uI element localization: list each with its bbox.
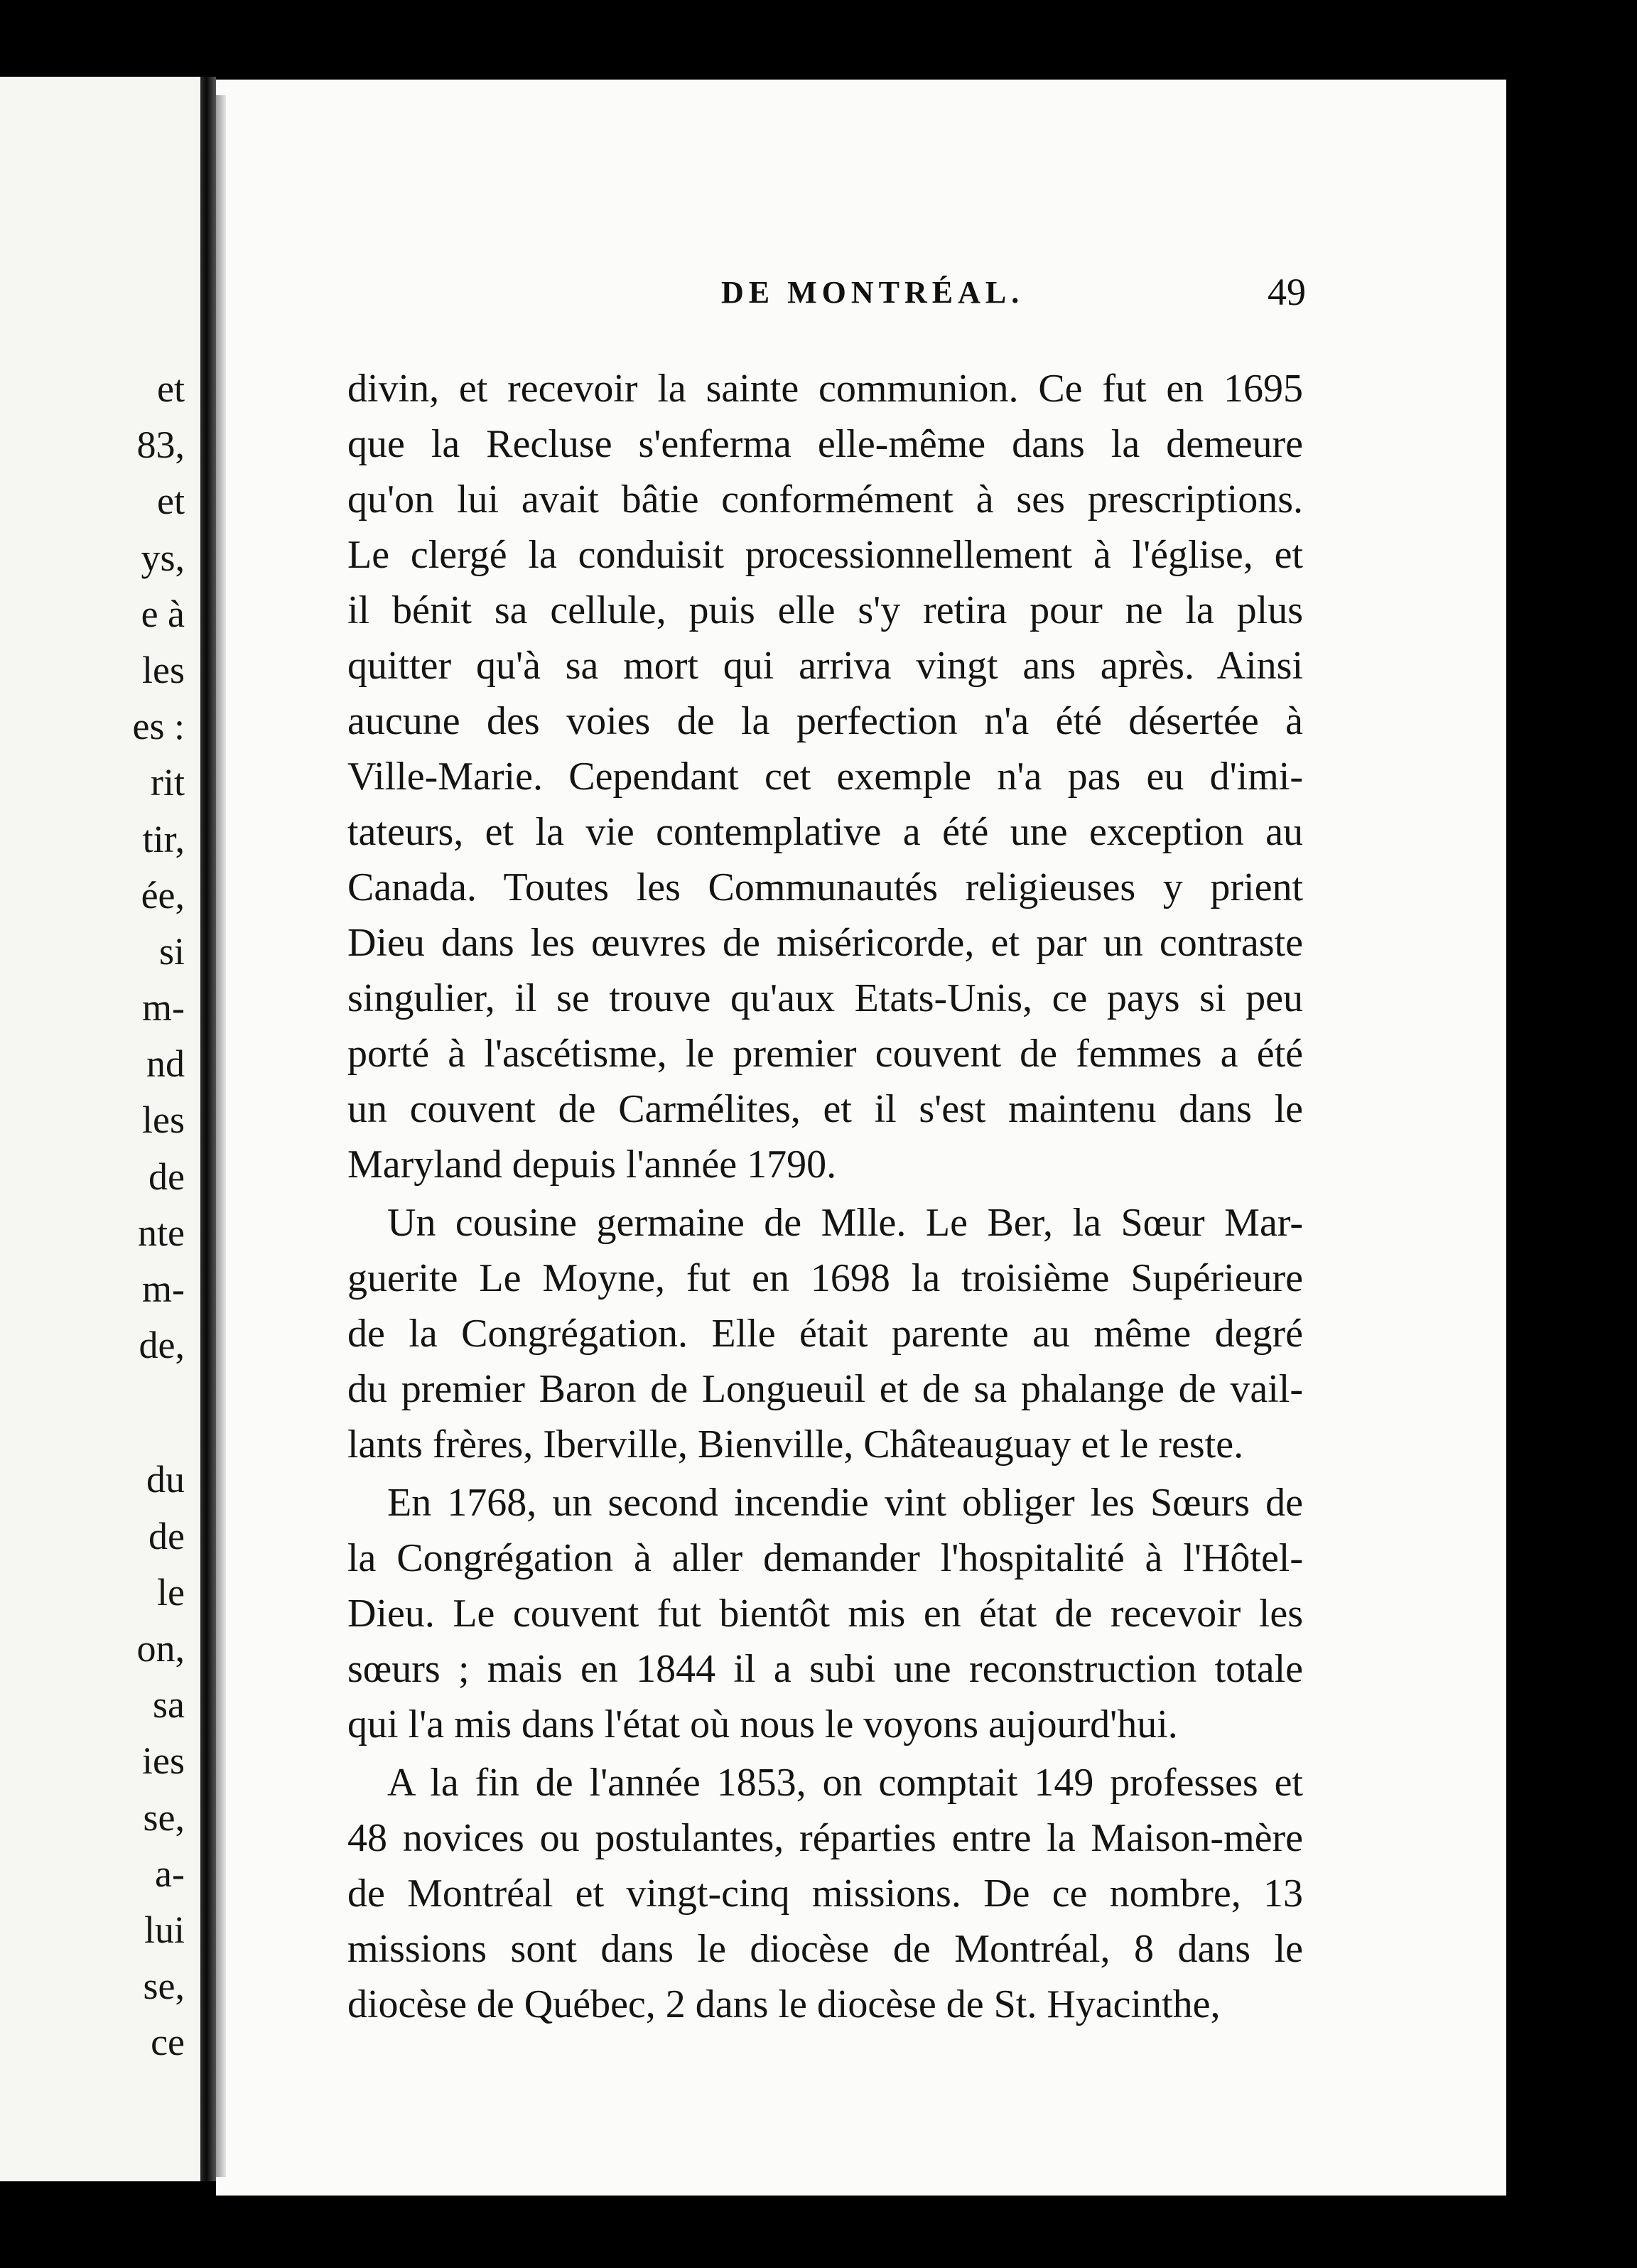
page-number: 49 bbox=[1268, 271, 1306, 313]
left-page-fragment: ce bbox=[151, 2021, 185, 2064]
left-page-fragment: de bbox=[148, 1155, 185, 1198]
left-page-fragment: se, bbox=[143, 1965, 185, 2008]
left-page-fragment: les bbox=[142, 648, 185, 691]
text-line: que la Recluse s'enferma elle-même dans la demeure bbox=[347, 422, 1303, 466]
text-line: Dieu dans les œuvres de miséricorde, et par un contraste bbox=[347, 921, 1303, 965]
left-page-fragment: sa bbox=[153, 1683, 185, 1727]
left-page-fragment: m- bbox=[142, 986, 185, 1030]
left-page-fragment: de bbox=[148, 1514, 185, 1557]
text-line: En 1768, un second incendie vint obliger les Sœurs de bbox=[387, 1481, 1303, 1525]
text-line: qui l'a mis dans l'état où nous le voyons aujourd'hui. bbox=[347, 1702, 1178, 1746]
left-page-fragment: les bbox=[142, 1098, 185, 1142]
left-page-fragment: tir, bbox=[142, 817, 185, 860]
text-line: Un cousine germaine de Mlle. Le Ber, la Sœur Mar- bbox=[387, 1201, 1303, 1245]
paragraph bbox=[347, 1755, 1303, 2032]
page-edge-shadow bbox=[216, 95, 226, 2177]
paragraph bbox=[347, 1475, 1303, 1752]
left-page-fragment bbox=[0, 1373, 200, 1452]
text-line: singulier, il se trouve qu'aux Etats-Unis, ce pays si peu bbox=[347, 976, 1303, 1020]
left-page-fragment: e à bbox=[141, 592, 185, 635]
running-head-title: DE MONTRÉAL. bbox=[721, 275, 1025, 310]
text-line: il bénit sa cellule, puis elle s'y retira pour ne la plus bbox=[347, 588, 1303, 632]
text-line: un couvent de Carmélites, et il s'est maintenu dans le bbox=[347, 1087, 1303, 1131]
left-page-fragment: se, bbox=[143, 1796, 185, 1839]
text-line: 48 novices ou postulantes, réparties entre la Maison-mère bbox=[347, 1816, 1303, 1860]
left-page-fragment: rit bbox=[151, 761, 185, 804]
running-head bbox=[216, 271, 1506, 317]
left-page-text-fragments bbox=[0, 361, 200, 2070]
text-line: missions sont dans le diocèse de Montréal, 8 dans le bbox=[347, 1927, 1303, 1971]
left-page-fragment: et bbox=[157, 367, 185, 410]
text-line: divin, et recevoir la sainte communion. Ce fut en 1695 bbox=[347, 367, 1303, 411]
left-page-fragment: lui bbox=[144, 1908, 185, 1951]
text-line: quitter qu'à sa mort qui arriva vingt ans après. Ainsi bbox=[347, 644, 1303, 688]
left-page-fragment: es : bbox=[132, 705, 185, 748]
left-page-fragment: ée, bbox=[141, 873, 185, 917]
text-line: la Congrégation à aller demander l'hospitalité à l'Hôtel- bbox=[347, 1536, 1303, 1580]
left-page-fragment: 83, bbox=[136, 423, 185, 467]
text-line: aucune des voies de la perfection n'a été désertée à bbox=[347, 699, 1303, 743]
text-line: diocèse de Québec, 2 dans le diocèse de St. Hyacinthe, bbox=[347, 1982, 1221, 2026]
left-page-fragment: ies bbox=[142, 1739, 185, 1783]
left-page-fragment: de, bbox=[139, 1324, 185, 1367]
text-line: tateurs, et la vie contemplative a été une exception au bbox=[347, 810, 1303, 854]
text-line: Canada. Toutes les Communautés religieuses y prient bbox=[347, 865, 1303, 909]
left-page-fragment: nte bbox=[138, 1211, 185, 1254]
left-page-fragment: on, bbox=[136, 1626, 185, 1670]
left-page-fragment: ys, bbox=[141, 536, 185, 579]
book-gutter bbox=[200, 77, 216, 2181]
text-line: du premier Baron de Longueuil et de sa phalange de vail- bbox=[347, 1367, 1303, 1411]
text-line: de la Congrégation. Elle était parente au même degré bbox=[347, 1312, 1303, 1356]
paragraph bbox=[347, 361, 1303, 1192]
text-line: Maryland depuis l'année 1790. bbox=[347, 1143, 837, 1187]
left-page-fragment: m- bbox=[142, 1268, 185, 1310]
left-page-fragment: a- bbox=[155, 1852, 185, 1895]
paragraph bbox=[347, 1195, 1303, 1472]
left-page-fragment: et bbox=[157, 480, 185, 523]
text-line: de Montréal et vingt-cinq missions. De ce nombre, 13 bbox=[347, 1872, 1303, 1916]
text-line: A la fin de l'année 1853, on comptait 149 professes et bbox=[387, 1761, 1303, 1805]
text-line: guerite Le Moyne, fut en 1698 la troisième Supérieure bbox=[347, 1256, 1303, 1300]
left-facing-page bbox=[0, 77, 200, 2181]
left-page-fragment: le bbox=[157, 1570, 185, 1614]
left-page-fragment: si bbox=[158, 929, 185, 973]
text-line: lants frères, Iberville, Bienville, Châteauguay et le reste. bbox=[347, 1422, 1244, 1467]
text-line: Le clergé la conduisit processionnellement à l'église, et bbox=[347, 533, 1303, 577]
body-text bbox=[347, 361, 1303, 2032]
text-line: Ville-Marie. Cependant cet exemple n'a pas eu d'imi- bbox=[347, 755, 1303, 799]
text-line: porté à l'ascétisme, le premier couvent de femmes a été bbox=[347, 1032, 1303, 1076]
right-page bbox=[216, 80, 1506, 2196]
left-page-fragment: du bbox=[146, 1458, 185, 1501]
left-page-fragment: nd bbox=[146, 1042, 185, 1086]
text-line: sœurs ; mais en 1844 il a subi une reconstruction totale bbox=[347, 1647, 1303, 1691]
text-line: qu'on lui avait bâtie conformément à ses prescriptions. bbox=[347, 477, 1303, 522]
text-line: Dieu. Le couvent fut bientôt mis en état de recevoir les bbox=[347, 1592, 1303, 1636]
